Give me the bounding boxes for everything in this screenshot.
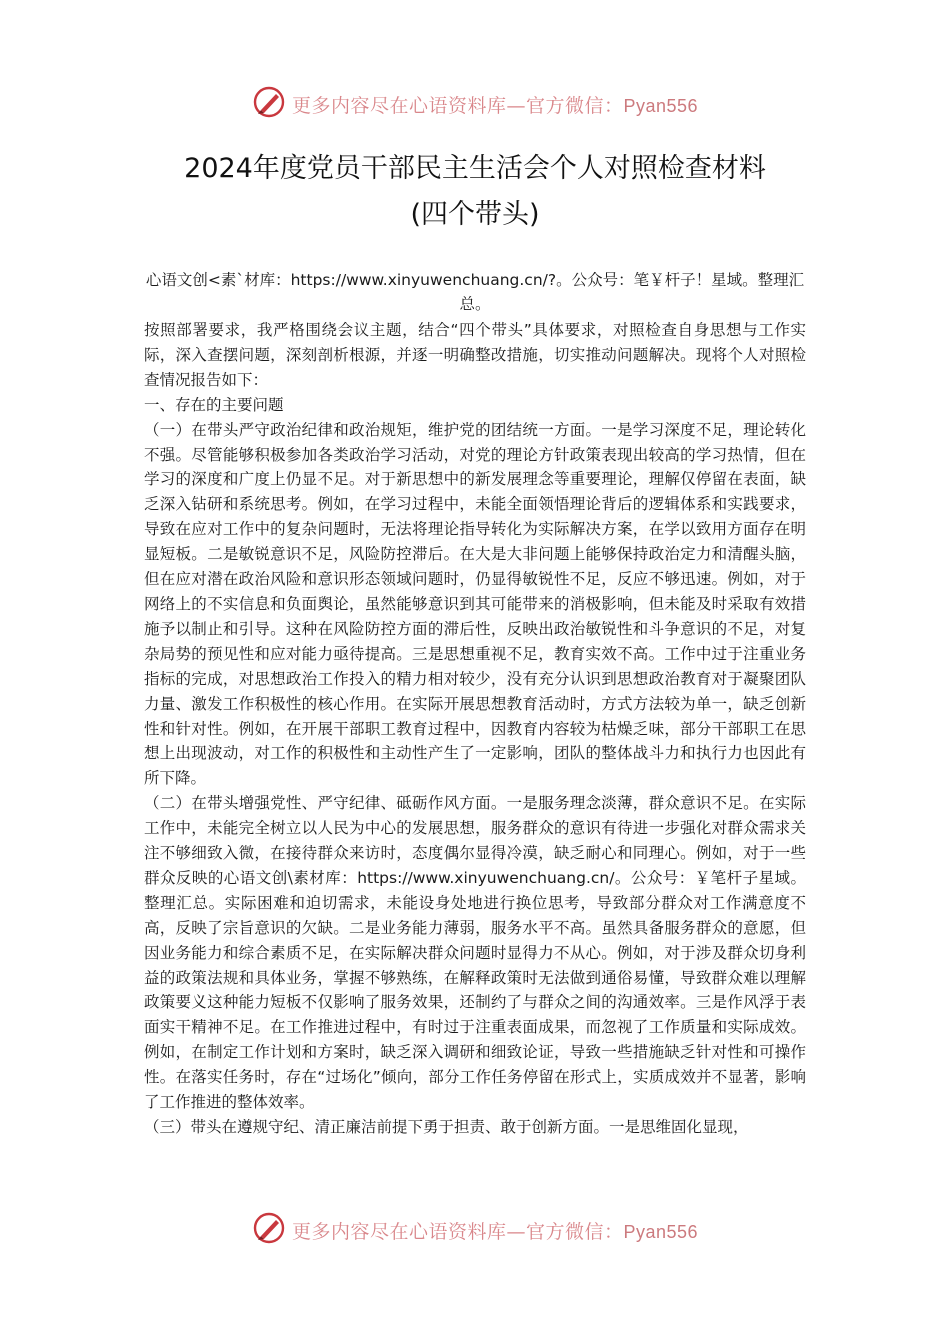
document-title [0, 146, 950, 238]
footer-banner [0, 1210, 950, 1250]
banner-brand: Pyan556 [623, 1221, 699, 1242]
paragraph-1: （一）在带头严守政治纪律和政治规矩，维护党的团结统一方面。一是学习深度不足，理论转化不强。尽管能够积极参加各类政治学习活动，对党的理论方针政策表现出较高的学习热情，但在学习的深度和广度上仍显不足。对于新思想中的新发展理念等重要理论，理解仅停留在表面，缺乏深入钻研和系统思考。例如，在学习过程中，未能全面领悟理论背后的逻辑体系和实践要求，导致在应对工作中的复杂问题时，无法将理论指导转化为实际解决方案，在学以致用方面存在明显短板。二是敏锐意识不足，风险防控滞后。在大是大非问题上能够保持政治定力和清醒头脑，但在应对潜在政治风险和意识形态领域问题时，仍显得敏锐性不足，反应不够迅速。例如，对于网络上的不实信息和负面舆论，虽然能够意识到其可能带来的消极影响，但未能及时采取有效措施予以制止和引导。这种在风险防控方面的滞后性，反映出政治敏锐性和斗争意识的不足，对复杂局势的预见性和应对能力亟待提高。三是思想重视不足，教育实效不高。工作中过于注重业务指标的完成，对思想政治工作投入的精力相对较少，没有充分认识到思想政治教育对于凝聚团队力量、激发工作积极性的核心作用。在实际开展思想教育活动时，方式方法较为单一，缺乏创新性和针对性。例如，在开展干部职工教育过程中，因教育内容较为枯燥乏味，部分干部职工在思想上出现波动，对工作的积极性和主动性产生了一定影响，团队的整体战斗力和执行力也因此有所下降。 [144, 420, 806, 788]
paragraph-3: （三）带头在遵规守纪、清正廉洁前提下勇于担责、敢于创新方面。一是思维固化显现， [144, 1118, 749, 1136]
banner-text: 更多内容尽在心语资料库—官方微信：Pyan556 [291, 94, 699, 117]
section-heading: 一、存在的主要问题 [144, 395, 284, 414]
title-line-2: (四个带头) [410, 199, 540, 230]
banner-brand: Pyan556 [623, 95, 699, 116]
paragraph-intro: 按照部署要求，我严格围绕会议主题，结合“四个带头”具体要求，对照检查自身思想与工作实际，深入查摆问题，深刻剖析根源，并逐一明确整改措施，切实推动问题解决。现将个人对照检查情况报告如下： [144, 321, 806, 389]
title-line-1: 2024年度党员干部民主生活会个人对照检查材料 [184, 153, 766, 184]
banner-text: 更多内容尽在心语资料库—官方微信：Pyan556 [291, 1220, 699, 1243]
document-body [144, 318, 806, 1140]
paragraph-2: （二）在带头增强党性、严守纪律、砥砺作风方面。一是服务理念淡薄，群众意识不足。在实际工作中，未能完全树立以人民为中心的发展思想，服务群众的意识有待进一步强化对群众需求关注不够细致入微，在接待群众来访时，态度偶尔显得冷漠，缺乏耐心和同理心。例如，对于一些群众反映的心语文创\素材库：https://www.xinyuwenchuang.cn/。公众号：￥笔杆子星域。整理汇总。实际困难和迫切需求，未能设身处地进行换位思考，导致部分群众对工作满意度不高，反映了宗旨意识的欠缺。二是业务能力薄弱，服务水平不高。虽然具备服务群众的意愿，但因业务能力和综合素质不足，在实际解决群众问题时显得力不从心。例如，对于涉及群众切身利益的政策法规和具体业务，掌握不够熟练，在解释政策时无法做到通俗易懂，导致群众难以理解政策要义这种能力短板不仅影响了服务效果，还制约了与群众之间的沟通效率。三是作风浮于表面实干精神不足。在工作推进过程中，有时过于注重表面成果，而忽视了工作质量和实际成效。例如，在制定工作计划和方案时，缺乏深入调研和细致论证，导致一些措施缺乏针对性和可操作性。在落实任务时，存在“过场化”倾向，部分工作任务停留在形式上，实质成效并不显著，影响了工作推进的整体效率。 [144, 794, 806, 1112]
header-banner [0, 84, 950, 124]
logo-pen-icon [252, 1211, 286, 1249]
logo-pen-icon [252, 85, 286, 123]
source-line: 心语文创<素`材库：https://www.xinyuwenchuang.cn/?。公众号：笔￥杆子！星域。整理汇总。 [145, 271, 805, 313]
